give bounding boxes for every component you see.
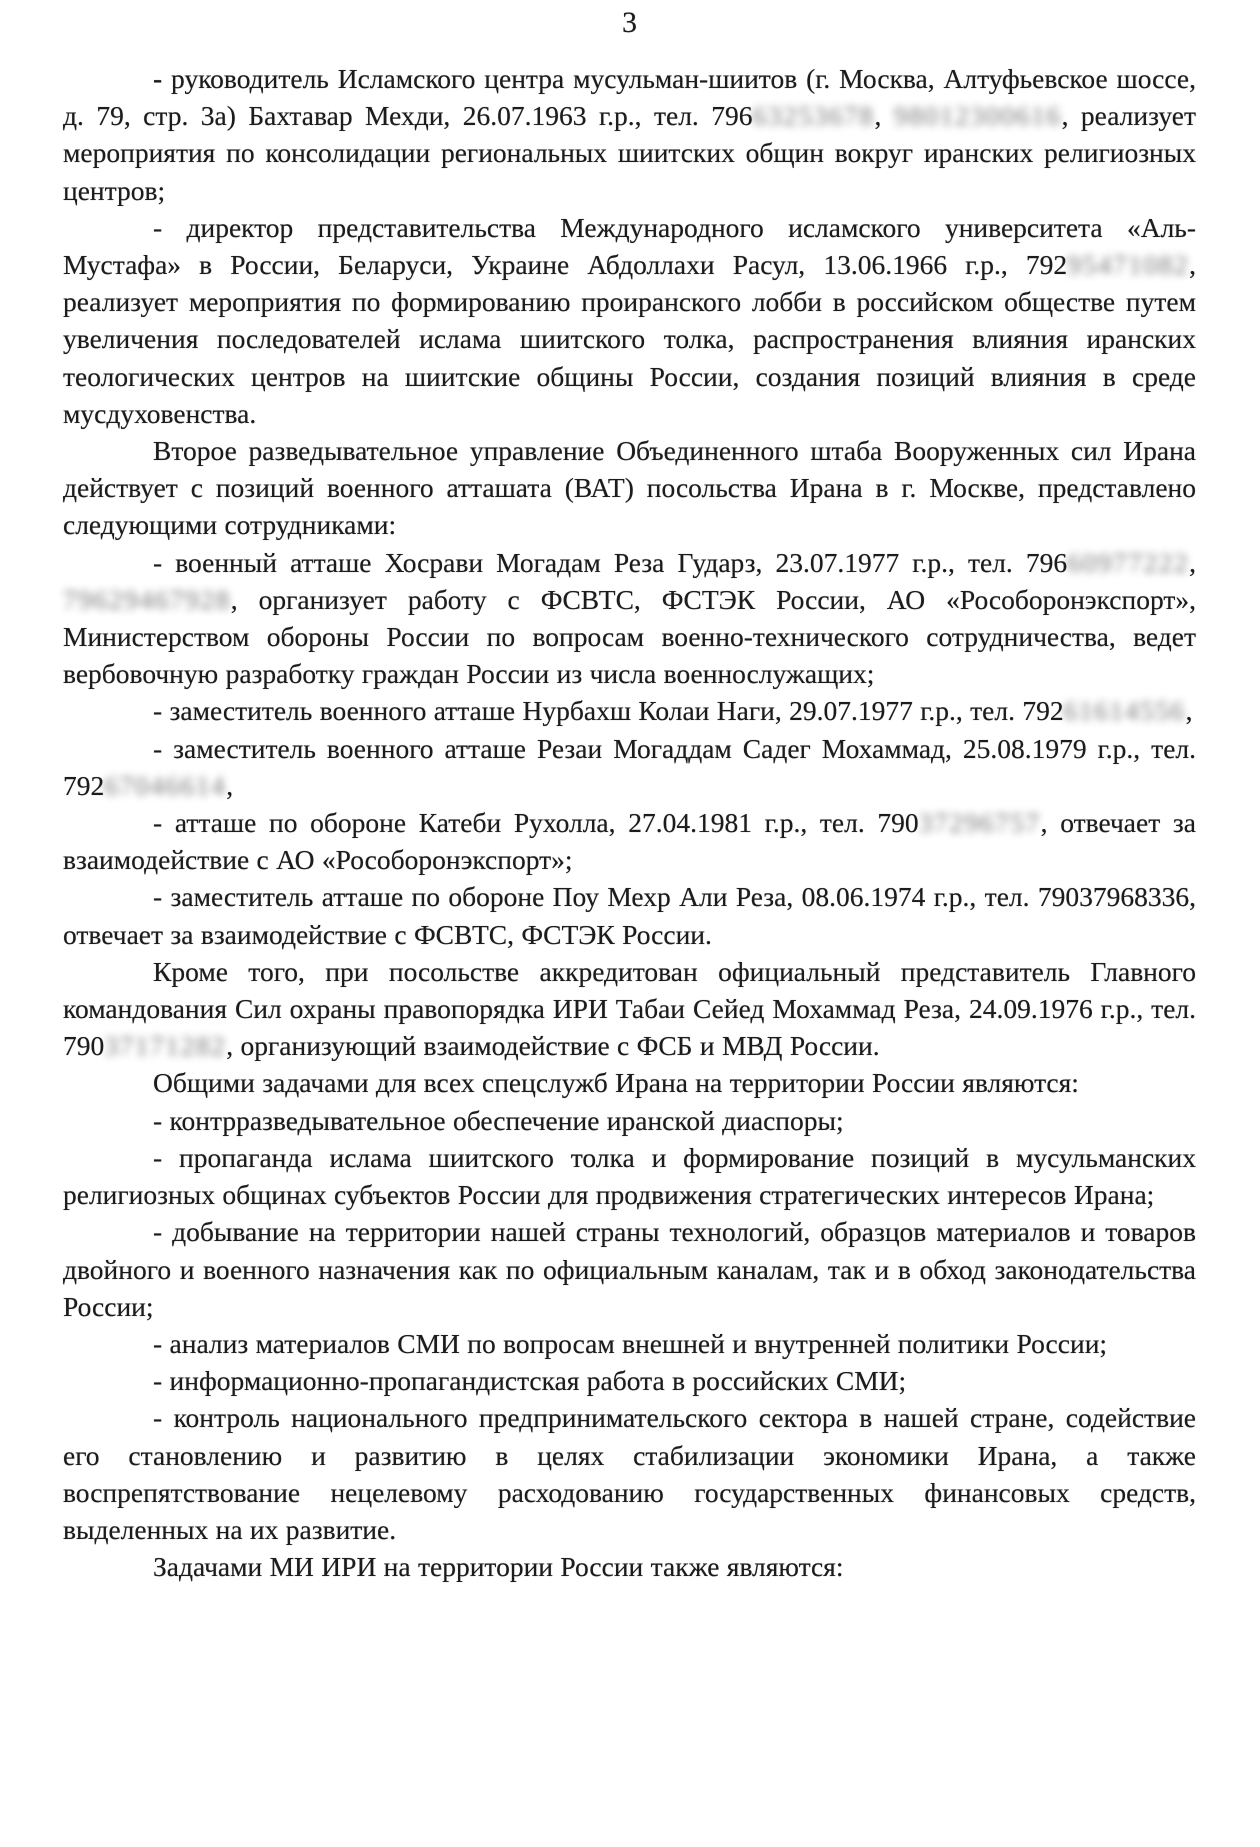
paragraph [63, 1362, 1196, 1399]
text-run: , [1185, 695, 1193, 727]
redacted-phone-number: 37296757 [918, 807, 1041, 839]
text-run: Кроме того, при посольстве аккредитован официальный представитель Главного командования Сил охраны правопорядка ИРИ Табаи Сейед Мохаммад Реза, 24.09.1976 г.р., тел. 790 [63, 955, 1196, 1062]
text-run: , отвечает за взаимодействие с АО «Рособоронэкспорт»; [63, 807, 1196, 876]
paragraph [63, 544, 1196, 693]
text-run: , [874, 100, 894, 132]
paragraph [63, 1213, 1196, 1325]
redacted-phone-number: 98012300616 [893, 100, 1062, 132]
text-run: , реализует мероприятия по формированию проиранского лобби в российском обществе путем увеличения последователей ислама шиитского толка, распространения влияния иранских теологических центров на шиитские общины России, создания позиций влияния в среде мусдуховенства. [63, 249, 1196, 429]
paragraph [63, 1548, 1196, 1585]
text-run: Второе разведывательное управление Объединенного штаба Вооруженных сил Ирана действует с позиций военного атташата (ВАТ) посольства Ирана в г. Москве, представлено следующими сотрудниками: [63, 435, 1196, 541]
text-run: - анализ материалов СМИ по вопросам внешней и внутренней политики России; [153, 1327, 1108, 1359]
text-run: - атташе по обороне Катеби Рухолла, 27.04.1981 г.р., тел. 790 [153, 807, 919, 839]
paragraph [63, 1064, 1196, 1101]
redacted-phone-number: 95471082 [1067, 249, 1190, 281]
text-run: - добывание на территории нашей страны технологий, образцов материалов и товаров двойного и военного назначения как по официальным каналам, так и в обход законодательства России; [63, 1216, 1196, 1322]
paragraph [63, 432, 1196, 544]
text-run: , организует работу с ФСВТС, ФСТЭК России, АО «Рособоронэкспорт», Министерством обороны России по вопросам военно-технического сотрудничества, ведет вербовочную разработку граждан России из числа военнослужащих; [63, 583, 1196, 690]
paragraph [63, 1139, 1196, 1213]
text-run: - заместитель военного атташе Резаи Могаддам Садег Мохаммад, 25.08.1979 г.р., тел. 792 [63, 732, 1196, 801]
paragraph [63, 1399, 1196, 1548]
paragraph [63, 730, 1196, 804]
redacted-phone-number: 63253678 [752, 100, 875, 132]
text-run: - военный атташе Хосрави Могадам Реза Гударз, 23.07.1977 г.р., тел. 796 [153, 546, 1068, 578]
paragraph [63, 878, 1196, 952]
text-run: - заместитель военного атташе Нурбахш Колаи Наги, 29.07.1977 г.р., тел. 792 [153, 695, 1064, 727]
text-run: руководитель Исламского центра мусульман-шиитов (г. Москва, Алтуфьевское шоссе, д. 79, стр. 3а) Бахтавар Мехди, 26.07.1963 г.р., тел. 796 [63, 63, 1196, 132]
redacted-phone-number: 67046614 [104, 769, 227, 801]
text-run: - контроль национального предпринимательского сектора в нашей стране, содействие его становлению и развитию в целях стабилизации экономики Ирана, а также воспрепятствование нецелевому расходованию государственных финансовых средств, выделенных на их развитие. [63, 1402, 1196, 1545]
text-run: - пропаганда ислама шиитского толка и формирование позиций в мусульманских религиозных общинах субъектов России для продвижения стратегических интересов Ирана; [63, 1141, 1196, 1211]
text-run: - информационно-пропагандистская работа в российских СМИ; [153, 1365, 907, 1397]
text-run: - контрразведывательное обеспечение иранской диаспоры; [153, 1104, 844, 1136]
list-dash: - [153, 63, 163, 94]
text-run: , организующий взаимодействие с ФСБ и МВД России. [226, 1030, 880, 1062]
text-run: - директор представительства Международного исламского университета «Аль-Мустафа» в России, Беларуси, Украине Абдоллахи Расул, 13.06.1966 г.р., 792 [63, 211, 1196, 281]
page-number: 3 [622, 6, 637, 39]
paragraph [63, 692, 1196, 729]
paragraph [63, 209, 1196, 432]
redacted-phone-number: 79629467928 [63, 583, 231, 615]
paragraph [63, 953, 1196, 1065]
text-run: Общими задачами для всех спецслужб Ирана на территории России являются: [153, 1067, 1079, 1099]
text-run: , [1189, 546, 1196, 578]
text-run: - заместитель атташе по обороне Поу Мехр Али Реза, 08.06.1974 г.р., тел. 79037968336, отвечает за взаимодействие с ФСВТС, ФСТЭК России. [63, 881, 1196, 950]
text-run: , реализует мероприятия по консолидации региональных шиитских общин вокруг иранских религиозных центров; [63, 100, 1197, 206]
text-run: , [226, 769, 234, 801]
redacted-phone-number: 60977222 [1067, 546, 1190, 578]
text-run: Задачами МИ ИРИ на территории России также являются: [153, 1551, 844, 1583]
paragraph [63, 1325, 1196, 1362]
paragraph [63, 60, 1196, 209]
paragraph [63, 1102, 1196, 1139]
paragraph [63, 804, 1196, 878]
redacted-phone-number: 37171282 [104, 1030, 227, 1062]
document-body [63, 60, 1196, 1585]
redacted-phone-number: 61614556 [1063, 695, 1186, 727]
